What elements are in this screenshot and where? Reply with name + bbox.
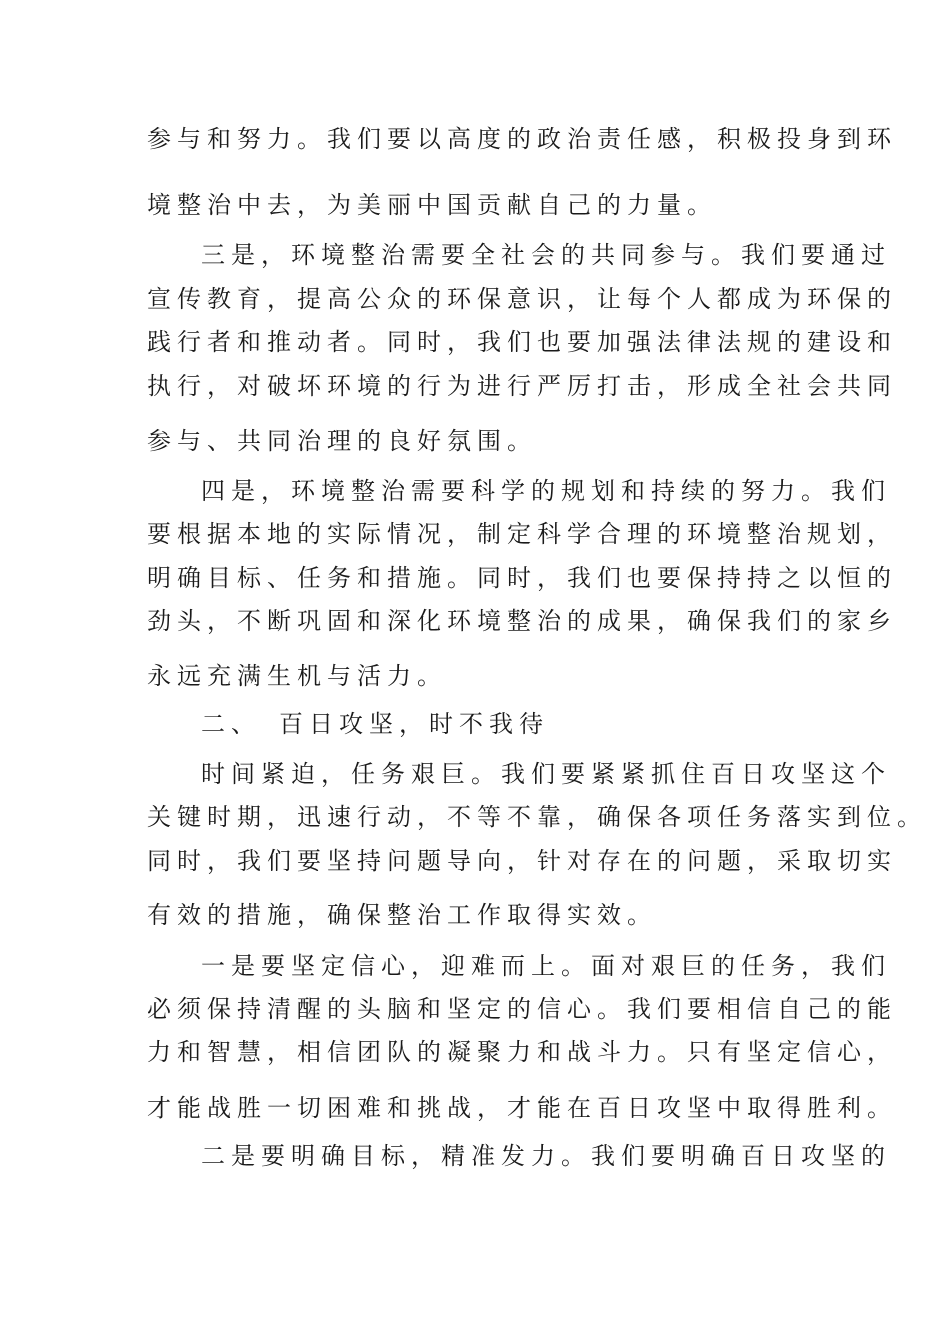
text-line-8: 四是，环境整治需要科学的规划和持续的努力。我们 — [201, 477, 891, 505]
text-line-19: 必须保持清醒的头脑和坚定的信心。我们要相信自己的能 — [147, 995, 897, 1023]
text-line-2: 境整治中去，为美丽中国贡献自己的力量。 — [147, 191, 717, 219]
text-line-12: 永远充满生机与活力。 — [147, 662, 447, 690]
text-line-7: 参与、共同治理的良好氛围。 — [147, 427, 537, 455]
text-line-21: 才能战胜一切困难和挑战，才能在百日攻坚中取得胜利。 — [147, 1094, 897, 1122]
text-line-15: 关键时期，迅速行动，不等不靠，确保各项任务落实到位。 — [147, 803, 927, 831]
text-line-3: 三是，环境整治需要全社会的共同参与。我们要通过 — [201, 241, 891, 269]
text-line-20: 力和智慧，相信团队的凝聚力和战斗力。只有坚定信心， — [147, 1038, 897, 1066]
text-line-14: 时间紧迫，任务艰巨。我们要紧紧抓住百日攻坚这个 — [201, 760, 891, 788]
text-line-17: 有效的措施，确保整治工作取得实效。 — [147, 901, 657, 929]
text-line-1: 参与和努力。我们要以高度的政治责任感，积极投身到环 — [147, 125, 897, 153]
text-line-22: 二是要明确目标，精准发力。我们要明确百日攻坚的 — [201, 1142, 891, 1170]
text-line-18: 一是要坚定信心，迎难而上。面对艰巨的任务，我们 — [201, 952, 891, 980]
text-line-4: 宣传教育，提高公众的环保意识，让每个人都成为环保的 — [147, 285, 897, 313]
text-line-5: 践行者和推动者。同时，我们也要加强法律法规的建设和 — [147, 328, 897, 356]
text-line-6: 执行，对破坏环境的行为进行严厉打击，形成全社会共同 — [147, 372, 897, 400]
text-line-9: 要根据本地的实际情况，制定科学合理的环境整治规划， — [147, 520, 897, 548]
text-line-16: 同时，我们要坚持问题导向，针对存在的问题，采取切实 — [147, 847, 897, 875]
text-line-11: 劲头，不断巩固和深化环境整治的成果，确保我们的家乡 — [147, 607, 897, 635]
section-heading: 二、 百日攻坚，时不我待 — [201, 710, 549, 738]
text-line-10: 明确目标、任务和措施。同时，我们也要保持持之以恒的 — [147, 564, 897, 592]
